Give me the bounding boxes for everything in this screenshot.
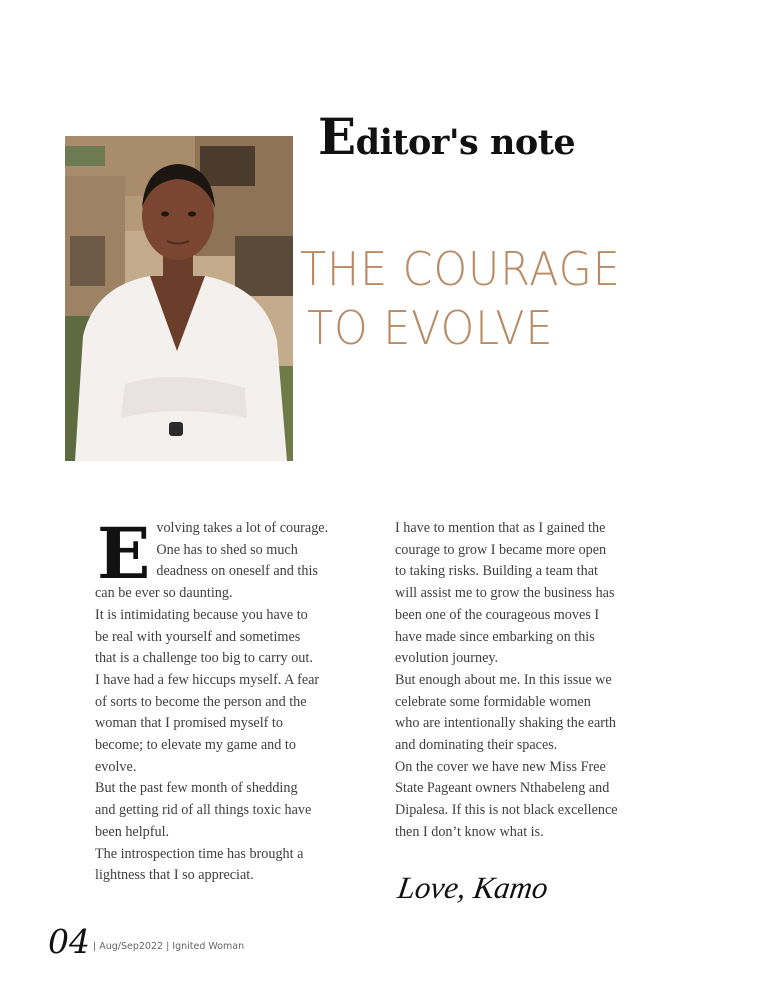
body-line: have made since embarking on this <box>395 628 595 645</box>
body-line: evolution journey. <box>395 650 499 667</box>
body-line: then I don’t know what is. <box>395 823 544 840</box>
body-line: to taking risks. Building a team that <box>395 563 598 580</box>
body-line: can be ever so daunting. <box>95 585 233 602</box>
body-line: It is intimidating because you have to <box>95 606 308 623</box>
body-line: The introspection time has brought a <box>95 845 304 862</box>
title-line-1: THE COURAGE <box>300 242 621 296</box>
body-line: But enough about me. In this issue we <box>395 671 612 688</box>
body-line: But the past few month of shedding <box>95 780 298 797</box>
body-line: I have had a few hiccups myself. A fear <box>95 671 320 688</box>
body-line: become; to elevate my game and to <box>95 737 296 754</box>
body-line: celebrate some formidable women <box>395 693 591 710</box>
body-line: of sorts to become the person and the <box>95 693 307 710</box>
editors-note-heading <box>318 107 576 168</box>
title-line-2: TO EVOLVE <box>307 301 554 355</box>
body-line: be real with yourself and sometimes <box>95 628 301 645</box>
body-line: who are intentionally shaking the earth <box>395 715 617 732</box>
drop-cap: E <box>97 512 151 595</box>
editor-portrait-photo <box>65 136 293 461</box>
body-line: State Pageant owners Nthabeleng and <box>395 780 610 797</box>
body-line: evolve. <box>95 758 137 775</box>
body-line: woman that I promised myself to <box>95 715 283 732</box>
issue-footer: | Aug/Sep2022 | Ignited Woman <box>93 941 245 952</box>
body-line: will assist me to grow the business has <box>395 585 615 602</box>
article-title <box>300 240 720 358</box>
body-line: deadness on oneself and this <box>156 563 318 580</box>
signature: Love, Kamo <box>395 870 551 905</box>
heading-initial: E <box>318 107 356 166</box>
body-line: Dipalesa. If this is not black excellence <box>395 802 618 819</box>
body-line: that is a challenge too big to carry out. <box>95 650 313 667</box>
body-line: been helpful. <box>95 823 170 840</box>
body-line: On the cover we have new Miss Free <box>395 758 606 775</box>
body-line: and dominating their spaces. <box>395 737 558 754</box>
body-line: courage to grow I became more open <box>395 541 607 558</box>
body-line: I have to mention that as I gained the <box>395 520 606 536</box>
page-number: 04 <box>48 922 90 961</box>
body-column-left <box>95 512 370 887</box>
body-line: and getting rid of all things toxic have <box>95 802 312 819</box>
body-line: volving takes a lot of courage. <box>156 520 329 536</box>
body-line: lightness that I so appreciat. <box>95 867 254 884</box>
body-line: One has to shed so much <box>156 541 298 558</box>
body-column-right <box>395 518 670 844</box>
heading-rest: ditor's note <box>355 122 576 163</box>
body-line: been one of the courageous moves I <box>395 606 600 623</box>
